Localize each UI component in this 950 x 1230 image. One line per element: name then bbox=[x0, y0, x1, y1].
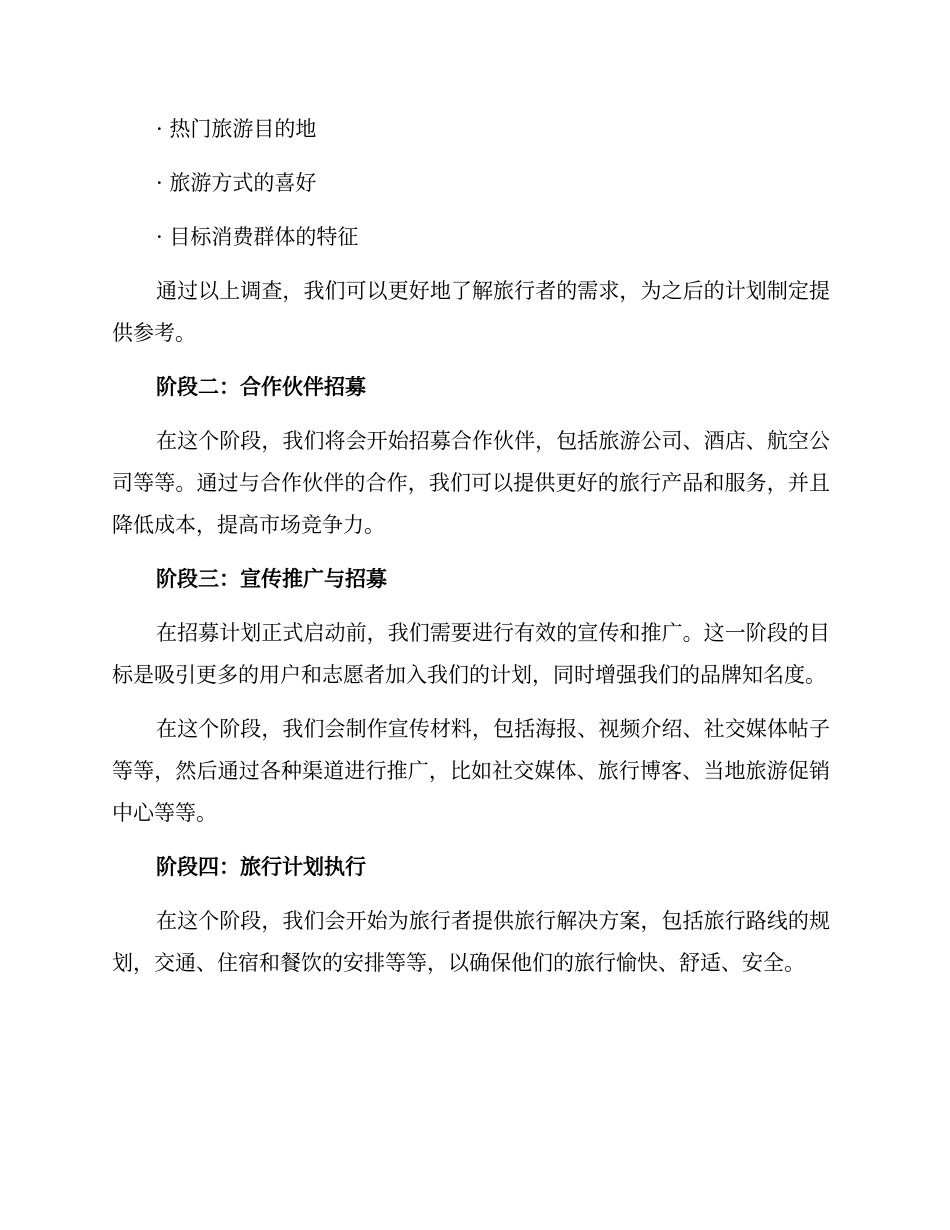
stage4-paragraph: 在这个阶段，我们会开始为旅行者提供旅行解决方案，包括旅行路线的规划，交通、住宿和餐饮的安排等等，以确保他们的旅行愉快、舒适、安全。 bbox=[112, 909, 830, 975]
stage4-heading: 阶段四：旅行计划执行 bbox=[156, 855, 366, 879]
document-body bbox=[112, 108, 830, 996]
bullet-item: · 目标消费群体的特征 bbox=[156, 225, 359, 249]
bullet-item: · 热门旅游目的地 bbox=[156, 117, 317, 141]
stage3-paragraph-1: 在招募计划正式启动前，我们需要进行有效的宣传和推广。这一阶段的目标是吸引更多的用户和志愿者加入我们的计划，同时增强我们的品牌知名度。 bbox=[112, 621, 830, 687]
stage2-heading: 阶段二：合作伙伴招募 bbox=[156, 375, 366, 399]
stage3-paragraph-2: 在这个阶段，我们会制作宣传材料，包括海报、视频介绍、社交媒体帖子等等，然后通过各种渠道进行推广，比如社交媒体、旅行博客、当地旅游促销中心等等。 bbox=[112, 717, 830, 825]
summary-paragraph: 通过以上调查，我们可以更好地了解旅行者的需求，为之后的计划制定提供参考。 bbox=[112, 279, 830, 345]
stage3-heading: 阶段三：宣传推广与招募 bbox=[156, 567, 387, 591]
bullet-item: · 旅游方式的喜好 bbox=[156, 171, 317, 195]
stage2-paragraph: 在这个阶段，我们将会开始招募合作伙伴，包括旅游公司、酒店、航空公司等等。通过与合作伙伴的合作，我们可以提供更好的旅行产品和服务，并且降低成本，提高市场竞争力。 bbox=[112, 429, 830, 537]
